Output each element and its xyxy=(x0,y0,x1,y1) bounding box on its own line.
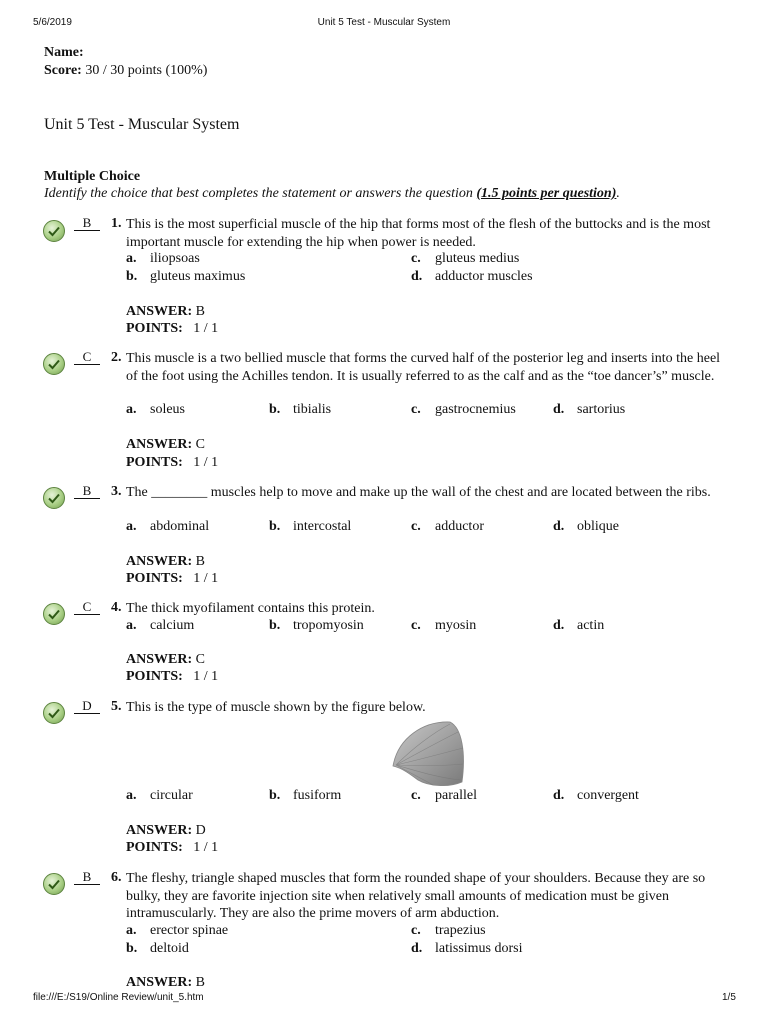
answer-line: ANSWER: C xyxy=(126,437,205,452)
section-heading: Multiple Choice xyxy=(44,169,141,184)
answer-value: D xyxy=(195,823,206,838)
muscle-figure xyxy=(388,718,468,788)
instruction-period: . xyxy=(616,186,620,201)
option-b: b. intercostal xyxy=(269,519,352,534)
points-value: 1 / 1 xyxy=(193,669,219,684)
question-text: The ________ muscles help to move and make up the wall of the chest and are located between the ribs. xyxy=(126,485,711,500)
answer-value: C xyxy=(195,437,205,452)
question-number: 4. xyxy=(111,600,122,615)
answer-line: ANSWER: B xyxy=(126,554,205,569)
question-number: 5. xyxy=(111,699,122,714)
points-value: 1 / 1 xyxy=(193,455,219,470)
answer-line: ANSWER: B xyxy=(126,975,205,990)
option-c: c. myosin xyxy=(411,618,477,633)
points-value: 1 / 1 xyxy=(193,571,219,586)
answer-value: B xyxy=(195,554,205,569)
test-title: Unit 5 Test - Muscular System xyxy=(44,116,240,133)
answer-value: B xyxy=(195,975,205,990)
option-d: d. actin xyxy=(553,618,605,633)
option-d: d. adductor muscles xyxy=(411,269,533,284)
points-line: POINTS: 1 / 1 xyxy=(126,321,219,336)
student-response: B xyxy=(74,216,100,231)
question-text: The thick myofilament contains this protein. xyxy=(126,601,375,616)
option-a: a. erector spinae xyxy=(126,923,229,938)
option-d: d. latissimus dorsi xyxy=(411,941,523,956)
score-label: Score: xyxy=(44,63,82,78)
print-file-path: file:///E:/S19/Online Review/unit_5.htm xyxy=(33,992,204,1003)
correct-check-icon xyxy=(43,487,65,509)
option-a: a. iliopsoas xyxy=(126,251,200,266)
student-response: C xyxy=(74,350,100,365)
correct-check-icon xyxy=(43,873,65,895)
question-text: This is the type of muscle shown by the figure below. xyxy=(126,700,426,715)
section-instruction xyxy=(44,186,620,202)
correct-check-icon xyxy=(43,702,65,724)
points-value: 1 / 1 xyxy=(193,321,219,336)
points-line: POINTS: 1 / 1 xyxy=(126,571,219,586)
question-text: This muscle is a two bellied muscle that forms the curved half of the posterior leg and inserts into the heel of the foot using the Achilles tendon. It is usually referred to as the calf and as the “toe dancer’s” muscle. xyxy=(126,351,721,384)
correct-check-icon xyxy=(43,353,65,375)
student-response: B xyxy=(74,484,100,499)
option-a: a. soleus xyxy=(126,402,185,417)
print-title: Unit 5 Test - Muscular System xyxy=(317,17,451,28)
name-label: Name: xyxy=(44,45,84,60)
option-b: b. tropomyosin xyxy=(269,618,364,633)
option-d: d. sartorius xyxy=(553,402,626,417)
print-date: 5/6/2019 xyxy=(33,17,72,28)
question-text: This is the most superficial muscle of the hip that forms most of the flesh of the buttocks and is the most important muscle for extending the hip when power is needed. xyxy=(126,217,711,250)
answer-line: ANSWER: B xyxy=(126,304,205,319)
question-number: 1. xyxy=(111,216,122,231)
correct-check-icon xyxy=(43,603,65,625)
question-number: 3. xyxy=(111,484,122,499)
question-number: 6. xyxy=(111,870,122,885)
points-line: POINTS: 1 / 1 xyxy=(126,455,219,470)
option-b: b. tibialis xyxy=(269,402,332,417)
option-d: d. convergent xyxy=(553,788,639,803)
option-c: c. parallel xyxy=(411,788,477,803)
option-b: b. fusiform xyxy=(269,788,342,803)
answer-value: C xyxy=(195,652,205,667)
student-response: C xyxy=(74,600,100,615)
option-a: a. calcium xyxy=(126,618,195,633)
student-response: D xyxy=(74,699,100,714)
points-per-question: (1.5 points per question) xyxy=(476,186,617,201)
points-value: 1 / 1 xyxy=(193,840,219,855)
option-d: d. oblique xyxy=(553,519,619,534)
answer-line: ANSWER: C xyxy=(126,652,205,667)
student-response: B xyxy=(74,870,100,885)
answer-value: B xyxy=(195,304,205,319)
option-a: a. circular xyxy=(126,788,193,803)
points-line: POINTS: 1 / 1 xyxy=(126,669,219,684)
option-c: c. gluteus medius xyxy=(411,251,520,266)
score-line xyxy=(44,63,207,79)
option-a: a. abdominal xyxy=(126,519,210,534)
score-value: 30 / 30 points (100%) xyxy=(85,63,208,78)
question-number: 2. xyxy=(111,350,122,365)
option-b: b. deltoid xyxy=(126,941,189,956)
option-c: c. gastrocnemius xyxy=(411,402,516,417)
option-b: b. gluteus maximus xyxy=(126,269,246,284)
instruction-text: Identify the choice that best completes the statement or answers the question xyxy=(44,186,473,201)
correct-check-icon xyxy=(43,220,65,242)
points-line: POINTS: 1 / 1 xyxy=(126,840,219,855)
option-c: c. adductor xyxy=(411,519,484,534)
answer-line: ANSWER: D xyxy=(126,823,206,838)
print-page-number: 1/5 xyxy=(722,992,736,1003)
question-text: The fleshy, triangle shaped muscles that form the rounded shape of your shoulders. Because they are so bulky, they are favorite injection site when relatively small amounts of medication must be given intramuscularly. They are also the prime movers of arm abduction. xyxy=(126,871,706,921)
option-c: c. trapezius xyxy=(411,923,486,938)
